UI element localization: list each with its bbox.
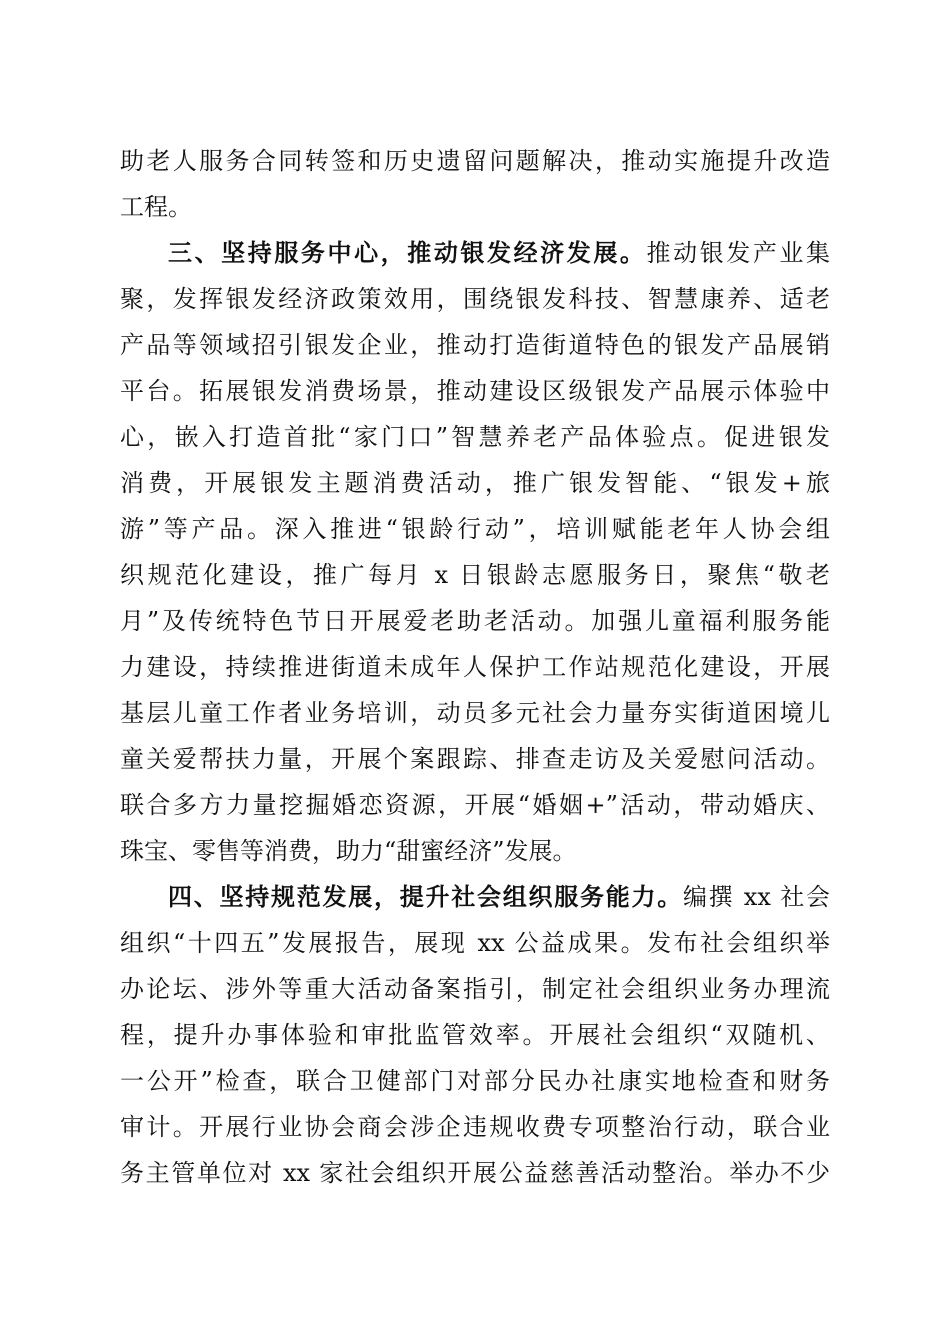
section-4-heading: 四、坚持规范发展，提升社会组织服务能力。 [168,882,683,911]
text-line: 审计。开展行业协会商会涉企违规收费专项整治行动，联合业 [120,1113,830,1141]
text-line: 消费，开展银发主题消费活动，推广银发智能、“银发+旅 [120,469,830,497]
text-line: 产品等领域招引银发企业，推动打造街道特色的银发产品展销 [120,331,830,359]
text-line: 织规范化建设，推广每月 x 日银龄志愿服务日，聚焦“敬老 [120,561,830,589]
text-line: 童关爱帮扶力量，开展个案跟踪、排查走访及关爱慰问活动。 [120,745,830,773]
section-4-first-line [120,874,830,920]
text-line: 月”及传统特色节日开展爱老助老活动。加强儿童福利服务能 [120,607,830,635]
text-line: 联合多方力量挖掘婚恋资源，开展“婚姻+”活动，带动婚庆、 [120,791,830,819]
text-line: 珠宝、零售等消费，助力“甜蜜经济”发展。 [120,837,577,865]
section-3-first-line [120,230,830,276]
text-line: 聚，发挥银发经济政策效用，围绕银发科技、智慧康养、适老 [120,285,830,313]
text-line: 心，嵌入打造首批“家门口”智慧养老产品体验点。促进银发 [120,423,830,451]
text-line: 程，提升办事体验和审批监管效率。开展社会组织“双随机、 [120,1021,830,1049]
text-line: 组织“十四五”发展报告，展现 xx 公益成果。发布社会组织举 [120,929,830,957]
text-line: 平台。拓展银发消费场景，推动建设区级银发产品展示体验中 [120,377,830,405]
section-3-first-line-rest: 推动银发产业集 [646,239,830,267]
text-line: 工程。 [120,193,192,221]
text-line: 务主管单位对 xx 家社会组织开展公益慈善活动整治。举办不少 [120,1159,830,1187]
text-line: 基层儿童工作者业务培训，动员多元社会力量夯实街道困境儿 [120,699,830,727]
text-line: 助老人服务合同转签和历史遗留问题解决，推动实施提升改造 [120,147,830,175]
document-body [120,138,830,1196]
section-4-first-line-rest: 编撰 xx 社会 [682,883,830,911]
text-line: 力建设，持续推进街道未成年人保护工作站规范化建设，开展 [120,653,830,681]
text-line: 游”等产品。深入推进“银龄行动”，培训赋能老年人协会组 [120,515,830,543]
text-line: 一公开”检查，联合卫健部门对部分民办社康实地检查和财务 [120,1067,830,1095]
section-3-heading: 三、坚持服务中心，推动银发经济发展。 [168,238,647,267]
text-line: 办论坛、涉外等重大活动备案指引，制定社会组织业务办理流 [120,975,830,1003]
